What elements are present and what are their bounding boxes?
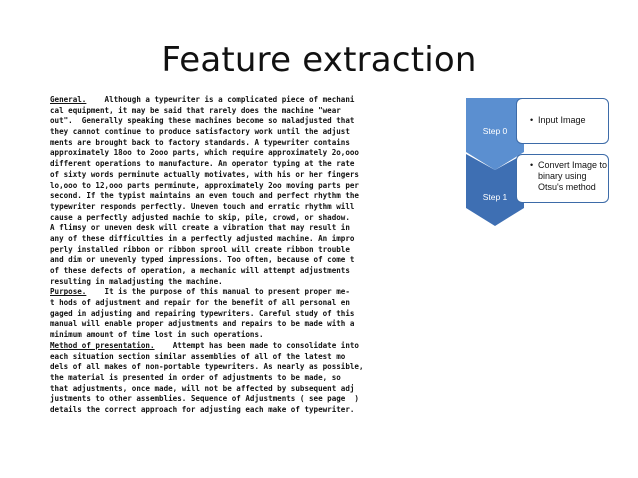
document-text: they cannot continue to produce satisfactory work until the adjust <box>50 127 350 137</box>
document-text: Although a typewriter is a complicated piece of mechani <box>86 95 355 104</box>
document-text: different operations to manufacture. An operator typing at the rate <box>50 159 355 169</box>
document-section-heading: Method of presentation. <box>50 340 155 350</box>
slide-title: Feature extraction <box>161 40 477 80</box>
document-line <box>50 405 440 416</box>
document-line <box>50 384 440 395</box>
document-line <box>50 213 440 224</box>
document-text: resulting in maladjusting the machine. <box>50 276 223 286</box>
document-line <box>50 362 440 373</box>
document-line <box>50 341 440 352</box>
document-text: gaged in adjusting and repairing typewriters. Careful study of this <box>50 308 355 318</box>
document-line <box>50 106 440 117</box>
document-line <box>50 330 440 341</box>
document-line <box>50 309 440 320</box>
document-line <box>50 352 440 363</box>
document-line <box>50 223 440 234</box>
document-line <box>50 170 440 181</box>
document-text: out". Generally speaking these machines become so maladjusted that <box>50 116 355 126</box>
document-text: manual will enable proper adjustments and repairs to be made with a <box>50 319 355 329</box>
document-line <box>50 95 440 106</box>
document-line <box>50 298 440 309</box>
document-line <box>50 127 440 138</box>
step-bullet-item <box>530 160 608 193</box>
document-text: each situation section similar assemblies of all of the latest mo <box>50 351 346 361</box>
document-line <box>50 202 440 213</box>
document-line <box>50 277 440 288</box>
document-text: t hods of adjustment and repair for the benefit of all personal en <box>50 298 350 308</box>
document-line <box>50 191 440 202</box>
document-text: cause a perfectly adjusted machie to skip, pile, crowd, or shadow. <box>50 212 350 222</box>
document-text: It is the purpose of this manual to present proper me- <box>86 287 350 297</box>
document-line <box>50 181 440 192</box>
document-line <box>50 319 440 330</box>
document-line <box>50 116 440 127</box>
step-item-text: Convert Image to binary using Otsu's method <box>538 160 608 192</box>
document-line <box>50 266 440 277</box>
document-line <box>50 138 440 149</box>
document-line <box>50 245 440 256</box>
scanned-document-image <box>50 95 440 467</box>
document-line <box>50 255 440 266</box>
document-text: perly installed ribbon or ribbon sprool will create ribbon trouble <box>50 244 350 254</box>
document-line <box>50 287 440 298</box>
document-text: that adjustments, once made, will not be affected by subsequent adj <box>50 383 355 393</box>
document-line <box>50 394 440 405</box>
document-text: Attempt has been made to consolidate into <box>154 340 359 350</box>
document-text: ments are brought back to factory standards. A typewriter contains <box>50 137 350 147</box>
document-line <box>50 148 440 159</box>
document-text: approximately 18oo to 2ooo parts, which require approximately 2o,ooo <box>50 148 359 158</box>
document-line <box>50 234 440 245</box>
document-text: minimum amount of time lost in such operations. <box>50 330 264 340</box>
document-text: of these defects of operation, a mechanic will attempt adjustments <box>50 266 350 275</box>
document-section-heading: Purpose. <box>50 287 87 297</box>
document-line <box>50 373 440 384</box>
document-text: the material is presented in order of adjustments to be made, so <box>50 372 341 382</box>
document-text: second. If the typist maintains an even touch and perfect rhythm the <box>50 191 359 201</box>
document-text: A flimsy or uneven desk will create a vibration that may result in <box>50 223 350 233</box>
bullet-icon: • <box>530 115 534 125</box>
step-item-text: Input Image <box>538 115 586 125</box>
document-text: of sixty words perminute actually motivates, with his or her fingers <box>50 169 359 179</box>
document-text: details the correct approach for adjusting each make of typewriter. <box>50 404 355 414</box>
document-text: cal equipment, it may be said that rarely does the machine "wear <box>50 105 341 115</box>
step-label: Step 0 <box>482 126 508 136</box>
document-text: lo,ooo to 12,ooo parts perminute, approximately 2oo moving parts per <box>50 180 359 190</box>
document-text: any of these difficulties in a perfectly adjusted machine. An impro <box>50 233 355 243</box>
document-text: dels of all makes of non-portable typewriters. As nearly as possible, <box>50 362 364 372</box>
document-text: justments to other assemblies. Sequence of Adjustments ( see page ) <box>50 394 359 404</box>
bullet-icon: • <box>530 160 534 170</box>
document-section-heading: General. <box>50 95 87 104</box>
document-line <box>50 159 440 170</box>
document-text: typewriter responds perfectly. Uneven touch and erratic rhythm will <box>50 201 355 211</box>
step-bullet-item <box>530 115 608 126</box>
step-label: Step 1 <box>482 192 508 202</box>
document-text: and dim or unevenly typed impressions. Too often, because of come t <box>50 255 355 265</box>
steps-process-diagram <box>466 98 616 228</box>
